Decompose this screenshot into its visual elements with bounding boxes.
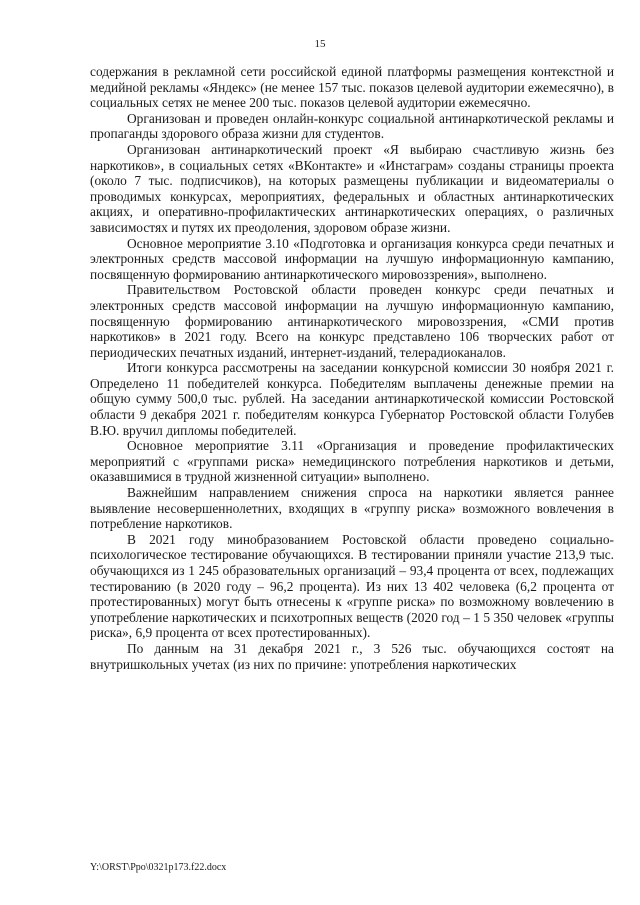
paragraph: По данным на 31 декабря 2021 г., 3 526 тыс. обучающихся состоят на внутришкольных учетах (из них по причине: употребления наркотических <box>90 640 614 672</box>
paragraph: Основное мероприятие 3.11 «Организация и проведение профилактических мероприятий с «группами риска» немедицинского потребления наркотиков и детьми, оказавшимися в трудной жизненной ситуации» выполнено. <box>90 438 614 485</box>
page-number: 15 <box>314 38 326 50</box>
paragraph: Организован и проведен онлайн-конкурс социальной антинаркотической рекламы и пропаганды здорового образа жизни для студентов. <box>90 110 614 142</box>
paragraph: Итоги конкурса рассмотрены на заседании конкурсной комиссии 30 ноября 2021 г. Определено 11 победителей конкурса. Победителям выплачены денежные премии на общую сумму 500,0 тыс. рублей. На заседании антинаркотической комиссии Ростовской области 9 декабря 2021 г. победителям конкурса Губернатор Ростовской области Голубев В.Ю. вручил дипломы победителей. <box>90 360 614 438</box>
paragraph: Основное мероприятие 3.10 «Подготовка и организация конкурса среди печатных и электронных средств массовой информации на лучшую информационную кампанию, посвященную формированию антинаркотического мировоззрения», выполнено. <box>90 235 614 282</box>
paragraph: В 2021 году минобразованием Ростовской области проведено социально-психологическое тестирование обучающихся. В тестировании приняли участие 213,9 тыс. обучающихся из 1 245 образовательных организаций – 93,4 процента от всех, подлежащих тестированию (в 2020 году – 96,2 процента). Из них 13 402 человека (6,2 процента от протестированных) могут быть отнесены к «группе риска» по возможному вовлечению в употребление наркотических и психотропных веществ (2020 год – 1 5 350 человек «группы риска», 6,9 процента от всех протестированных). <box>90 531 614 641</box>
paragraph: Правительством Ростовской области проведен конкурс среди печатных и электронных средств массовой информации на лучшую информационную кампанию, посвященную формированию антинаркотического мировоззрения, «СМИ против наркотиков» в 2021 году. Всего на конкурс представлено 106 творческих работ от периодических печатных изданий, интернет-изданий, телерадиоканалов. <box>90 282 614 360</box>
footer-file-path: Y:\ORST\Ppo\0321p173.f22.docx <box>90 862 227 873</box>
paragraph: Важнейшим направлением снижения спроса на наркотики является раннее выявление несовершеннолетних, входящих в «группу риска» возможного вовлечения в потребление наркотиков. <box>90 485 614 532</box>
body-text <box>90 64 614 672</box>
paragraph: содержания в рекламной сети российской единой платформы размещения контекстной и медийной рекламы «Яндекс» (не менее 157 тыс. показов целевой аудитории ежемесячно), в социальных сетях не менее 200 тыс. показов целевой аудитории ежемесячно. <box>90 64 614 111</box>
paragraph: Организован антинаркотический проект «Я выбираю счастливую жизнь без наркотиков», в социальных сетях «ВКонтакте» и «Инстаграм» созданы страницы проекта (около 7 тыс. подписчиков), на которых размещены публикации и видеоматериалы о проводимых конкурсах, мероприятиях, федеральных и областных антинаркотических акциях, и оперативно-профилактических антинаркотических операциях, о различных зависимостях и путях их преодоления, здоровом образе жизни. <box>90 141 614 235</box>
